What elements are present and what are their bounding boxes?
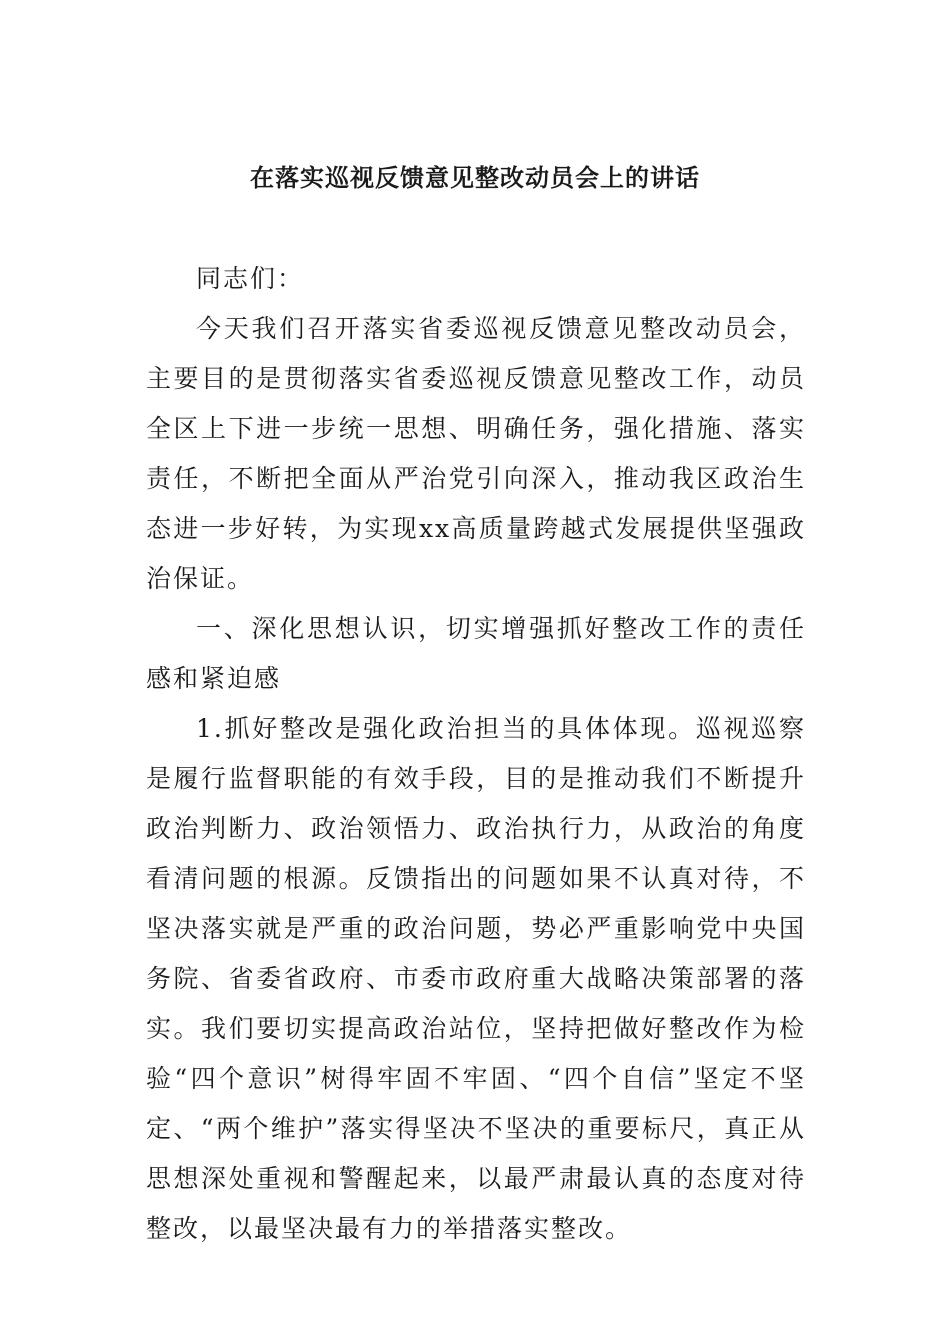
paragraph-1-1: 1.抓好整改是强化政治担当的具体体现。巡视巡察是履行监督职能的有效手段，目的是推动我们不断提升政治判断力、政治领悟力、政治执行力，从政治的角度看清问题的根源。反馈指出的问题如果不认真对待，不坚决落实就是严重的政治问题，势必严重影响党中央国务院、省委省政府、市委市政府重大战略决策部署的落实。我们要切实提高政治站位，坚持把做好整改作为检验“四个意识”树得牢固不牢固、“四个自信”坚定不坚定、“两个维护”落实得坚决不坚决的重要标尺，真正从思想深处重视和警醒起来，以最严肃最认真的态度对待整改，以最坚决最有力的举措落实整改。	[146, 714, 806, 1243]
document-body	[146, 254, 806, 1254]
paragraph-intro: 今天我们召开落实省委巡视反馈意见整改动员会，主要目的是贯彻落实省委巡视反馈意见整改工作，动员全区上下进一步统一思想、明确任务，强化措施、落实责任，不断把全面从严治党引向深入，推动我区政治生态进一步好转，为实现xx高质量跨越式发展提供坚强政治保证。	[146, 314, 806, 593]
salutation: 同志们：	[196, 264, 305, 293]
document-title: 在落实巡视反馈意见整改动员会上的讲话	[250, 163, 700, 192]
section-heading-1: 一、深化思想认识，切实增强抓好整改工作的责任感和紧迫感	[146, 614, 806, 693]
